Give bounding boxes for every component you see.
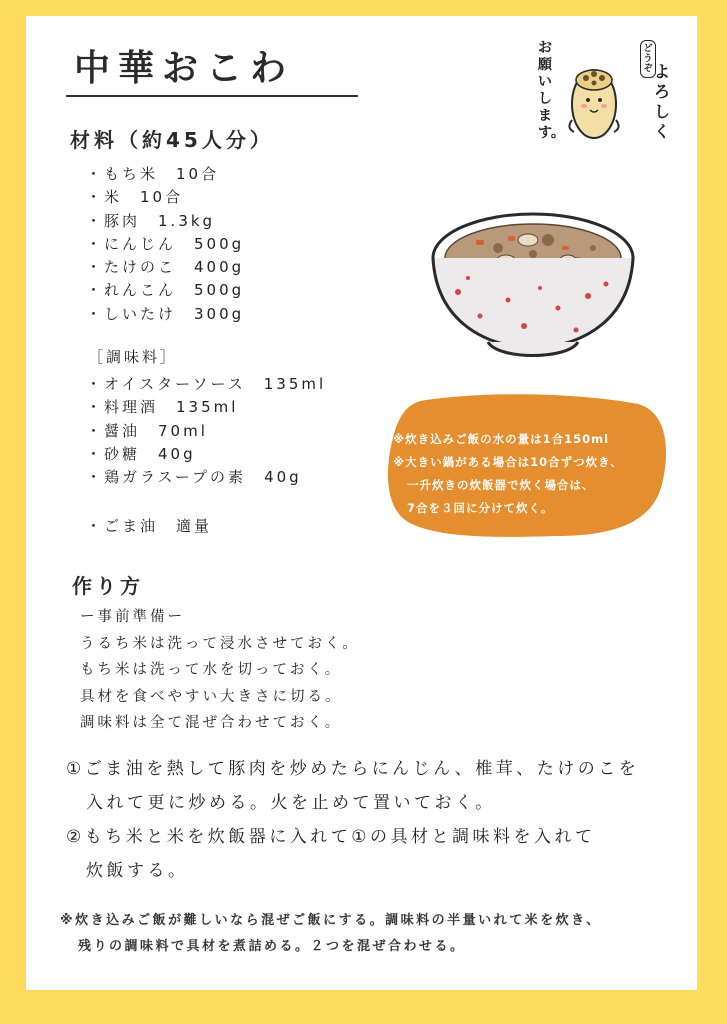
ingredient-qty: 1.3kg [158,211,216,230]
ingredient-qty: 400g [194,258,245,277]
greeting-small-label: どうぞ [640,40,656,78]
seasoning-name: ・料理酒 [86,398,159,417]
ingredient-name: ・にんじん [86,234,177,253]
ingredient-name: ・もち米 [86,165,159,183]
ingredient-item [86,256,244,279]
rice-bowl-illustration [428,196,638,376]
seasoning-qty: 135ml [176,398,239,417]
extra-ingredient-qty: 適量 [176,517,213,535]
seasoning-list [86,373,326,489]
seasoning-item [86,466,326,489]
ingredient-name: ・しいたけ [86,304,177,323]
seasoning-qty: 135ml [263,375,327,393]
prep-line: 具材を食べやすい大きさに切る。 [80,688,343,705]
greeting-line-1: よろしく [654,62,671,141]
extra-ingredient-list [86,515,212,538]
ingredient-item [86,186,244,209]
step-2-line-2: 炊飯する。 [86,861,189,881]
page-title: 中華おこわ [74,48,295,89]
step-2-line-1: ②もち米と米を炊飯器に入れて①の具材と調味料を入れて [66,827,596,847]
ingredient-list [86,163,244,326]
note-line-3: 一升炊きの炊飯器で炊く場合は、 [407,478,595,492]
ingredient-name: ・豚肉 [86,211,141,230]
ingredient-item [86,163,244,186]
ingredient-name: ・れんこん [86,281,177,300]
seasoning-item [86,420,326,443]
step-1-line-1: ①ごま油を熱して豚肉を炒めたらにんじん、椎茸、たけのこを [66,759,640,779]
ingredient-qty: 10合 [176,165,220,183]
prep-line: もち米は洗って水を切っておく。 [80,662,343,678]
ingredient-item [86,233,244,256]
prep-heading: ー事前準備ー [80,609,185,625]
greeting-line-2: お願いします。 [538,40,565,141]
seasoning-qty: 40g [264,468,302,487]
seasoning-name: ・オイスターソース [86,375,246,393]
seasoning-name: ・醤油 [86,421,141,440]
seasoning-name: ・砂糖 [86,444,141,463]
seasoning-item [86,396,326,419]
extra-ingredient-item [86,515,212,538]
note-line-2: ※大きい鍋がある場合は10合ずつ炊き、 [393,455,623,469]
ingredient-item [86,303,244,326]
seasoning-name: ・鶏ガラスープの素 [86,468,247,487]
cooking-note [393,428,623,520]
seasoning-qty: 70ml [158,421,208,440]
ingredient-qty: 500g [194,234,245,253]
method-heading: 作り方 [72,574,144,598]
prep-section [80,604,360,737]
step-list [66,752,639,888]
ingredient-item [86,210,244,233]
extra-ingredient-name: ・ごま油 [86,517,159,535]
ingredient-item [86,279,244,302]
prep-line: 調味料は全て混ぜ合わせておく。 [80,715,343,731]
seasoning-heading: ［調味料］ [88,348,179,366]
seasoning-qty: 40g [158,444,196,463]
footnote-line-1: ※炊き込みご飯が難しいなら混ぜご飯にする。調味料の半量いれて米を炊き、 [60,913,602,928]
ingredient-qty: 500g [194,281,245,300]
note-line-4: 7合を３回に分けて炊く。 [407,501,554,515]
title-underline [66,95,358,97]
ingredient-name: ・米 [86,188,123,207]
step-1-line-2: 入れて更に炒める。火を止めて置いておく。 [86,793,496,813]
ingredient-qty: 10合 [140,188,184,207]
ingredient-name: ・たけのこ [86,258,177,277]
ingredients-heading: 材料（約45人分） [70,128,274,152]
ingredient-qty: 300g [194,304,245,323]
footnote-line-2: 残りの調味料で具材を煮詰める。２つを混ぜ合わせる。 [78,939,466,954]
prep-line: うるち米は洗って浸水させておく。 [80,635,360,652]
footnote [60,908,602,960]
note-line-1: ※炊き込みご飯の水の量は1合150ml [393,432,610,446]
seasoning-item [86,443,326,466]
seasoning-item [86,373,326,396]
